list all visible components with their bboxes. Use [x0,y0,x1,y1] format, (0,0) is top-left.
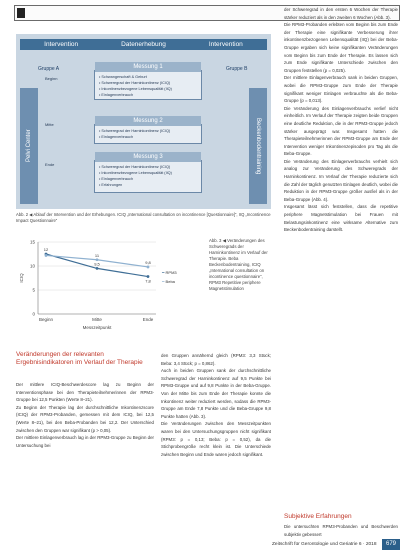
measurement-item: • Schwangerschaft & Geburt [99,74,201,80]
paragraph: Die RPM3-Probanden erlebten vom Beginn bis zum Ende der Therapie eine signifikante Verbesserung ihrer inkontinenzbezogenen Lebensqualität (IIQ) bei der Beba-Gruppe ergaben sich keine signifikanten Veränderungen vom Beginn bis zum Ende der Therapie. Es lassen sich zum Ende signifikante Unterschiede zwischen den Gruppen feststellen (p = 0,025). [284,22,398,73]
section-heading: Veränderungen der relevanten Ergebnisindikatoren im Verlauf der Therapie [16,351,143,366]
paragraph: Die Veränderung des Einlagenverbrauchs verhielt sich analog zur Veränderung des Schweregrads der Harninkontinenz. Im Verlauf der Therapie reduzierte sich die Zahl der täglich genutzten Einlagen deutlich, wobei die Reduktion in der RPM3-Gruppe größer ausfiel als in der Beba-Gruppe (Abb. 4). [284,158,398,202]
text-column-middle [161,352,271,458]
data-point [147,266,150,269]
y-tick-label: 0 [32,311,35,317]
row-label-start: Beginn [45,76,58,81]
group-a-label: Gruppe A [38,66,60,72]
figure-1-caption: Abb. 2 ◀ Ablauf der Intervention und der Erhebungen. ICIQ „International consultation on incontinence [Questionnaire]“, IIQ „Incontinence Impact Questionnaire“ [16,212,271,223]
x-axis-label: Messzeitpunkt [82,325,112,330]
text-column-right [284,6,398,234]
paragraph: Der mittlere Einlagenverbrauch lag in der RPM3-Gruppe zu Beginn der Untersuchung bei [16,435,154,448]
chart-legend [162,270,177,288]
figure-header [20,39,267,50]
row-label-middle: Mitte [45,122,54,127]
page-footer [270,540,400,550]
y-axis-label: ICIQ [19,273,24,283]
measurement-item: • Inkontinenzbezogene Lebensqualität (IIQ) [99,86,201,92]
data-label: 9,8 [145,259,151,265]
row-label-end: Ende [45,162,55,167]
legend-entry-rpm3: ━ RPM3 [162,270,177,275]
text-column-right-lower: Die untersuchten RPM3-Probanden und Beschwerden subjektiv gebessert [284,524,398,537]
header-intervention-left: Intervention [44,41,79,48]
paragraph: Die Veränderung des Einlagenverbrauchs verlief nicht einheitlich. Im Verlauf der Therapie zeigten beide Gruppen eine deutliche Reduktion, die in der RPM3-Gruppe jedoch stärker ausgeprägt war. Insgesamt hatten die Therapieteilnehmerinnen der RPM3-Gruppe am Ende der Intervention weniger Inkontinenzepisoden pro Tag als die Beba-Gruppe. [284,105,398,157]
data-point [147,275,150,278]
measurement-2-box [94,118,202,144]
measurement-1-box [94,64,202,100]
header-data-collection: Datenerhebung [121,41,166,48]
measurement-2-title: Messung 2 [95,116,201,126]
y-tick-label: 10 [29,263,35,269]
paragraph: Auch in beiden Gruppen sank der durchschnittliche Schweregrad der Harninkontinenz auf 9,5 Punkte bei RPM3-Gruppe und auf 9,8 Punkte in der Beba-Gruppe. Von der Mitte bis zum Ende der Therapie konnte die Inkontinenz weiter reduziert werden, sodass die RPM3-Gruppe am Ende 7,8 Punkte und die Beba-Gruppe 9,8 Punkte hatten (Abb. 3). [161,368,271,419]
measurement-3-title: Messung 3 [95,152,201,162]
measurement-3-box [94,154,202,193]
pelvic-floor-training-column: Beckenbodentraining [249,88,267,204]
measurement-item: • Schweregrad der Harninkontinenz (ICIQ) [99,128,201,134]
paragraph: Der mittlere Einlagenverbrauch sank in beiden Gruppen, wobei die RPM3-Gruppe zum Ende der Therapie signifikant weniger Einlagen verbrauchte als die Beba-Gruppe (p = 0,013). [284,75,398,104]
y-tick-label: 5 [32,287,35,293]
paragraph: den Gruppen annähernd gleich (RPM3: 3,3 Stück; Beba: 3,4 Stück; p = 0,862). [161,353,271,366]
paragraph: Die Veränderungen zwischen den Messzeitpunkten waren bei den Untersuchungsgruppen nicht signifikant (RPM3: p = 0,13; Beba: p = 0,52), da die Stichprobengröße recht klein ist. Die Unterschiede zwischen Beginn und Ende waren jedoch signifikant. [161,421,271,457]
measurement-item: • Einlagenverbrauch [99,92,201,98]
measurement-item: • Einlagenverbrauch [99,176,201,182]
subjective-experience-heading: Subjektive Erfahrungen [284,513,352,520]
measurement-1-title: Messung 1 [95,62,201,72]
measurement-item: • Einlagenverbrauch [99,134,201,140]
paragraph: Zu Beginn der Therapie lag der durchschnittliche Inkontinenzscore (ICIQ) der RPM3-Probanden, gemessen mit dem ICIQ, bei 12,5 (Werte 8–21), bei den Beba-Probanden bei 12,2. Der Unterschied zwischen den Gruppen war signifikant (p > 0,05). [16,404,154,433]
measurement-item: • Schweregrad der Harninkontinenz (ICIQ) [99,80,201,86]
group-b-label: Gruppe B [226,66,248,72]
data-label: 11 [94,252,100,258]
data-label: 12 [43,247,49,252]
measurement-item: • Erfahrungen [99,182,201,188]
text-column-left [16,381,154,449]
header-intervention-right: Intervention [208,41,243,48]
x-tick-label: Beginn [38,317,54,322]
iciq-line-chart [16,236,206,331]
measurement-item: • Schweregrad der Harninkontinenz (ICIQ) [99,164,201,170]
paragraph: Insgesamt lässt sich feststellen, dass die repetitive periphere Magnetstimulation bei Frauen mit Belastungsinkontinenz eine wirksame Alternative zum Beckenbodentraining darstellt. [284,204,398,233]
study-design-figure [16,34,271,209]
measurement-item: • Inkontinenzbezogene Lebensqualität (IIQ) [99,170,201,176]
paragraph: der Schweregrad in den ersten 6 Wochen der Therapie stärker reduziert als in den zweiten 6 Wochen (Abb. 3). [284,7,398,20]
data-label: 9,5 [94,261,100,267]
legend-entry-beba: ━ Beba [162,279,175,284]
x-tick-label: Mitte [92,317,102,322]
data-point [45,254,48,257]
pelvi-center-column: Pelvi Center [20,88,38,204]
x-tick-label: Ende [142,317,154,322]
paragraph: Der mittlere ICIQ-Beschwerdescore lag zu Beginn der Interventionsphase bei den Therapieteilnehmerinnen der RPM3-Gruppe bei 12,5 Punkten (Werte 8–21). [16,382,154,403]
journal-name: Zeitschrift für Gerontologie und Geriatrie 6 · 2018 [272,542,377,547]
figure-2-caption: Abb. 3 ◀ Veränderungen des Schweregrads der Harninkontinenz im Verlauf der Therapie. Beba Beckenbodentraining, ICIQ „International consultation on incontinence questionnaire“, RPM3 Repetitive periphere Magnetstimulation [209,238,268,291]
y-tick-label: 15 [29,239,35,245]
data-point [96,267,99,270]
header-marker [17,8,25,18]
page-number: 679 [382,539,400,550]
data-label: 7,8 [145,278,151,284]
